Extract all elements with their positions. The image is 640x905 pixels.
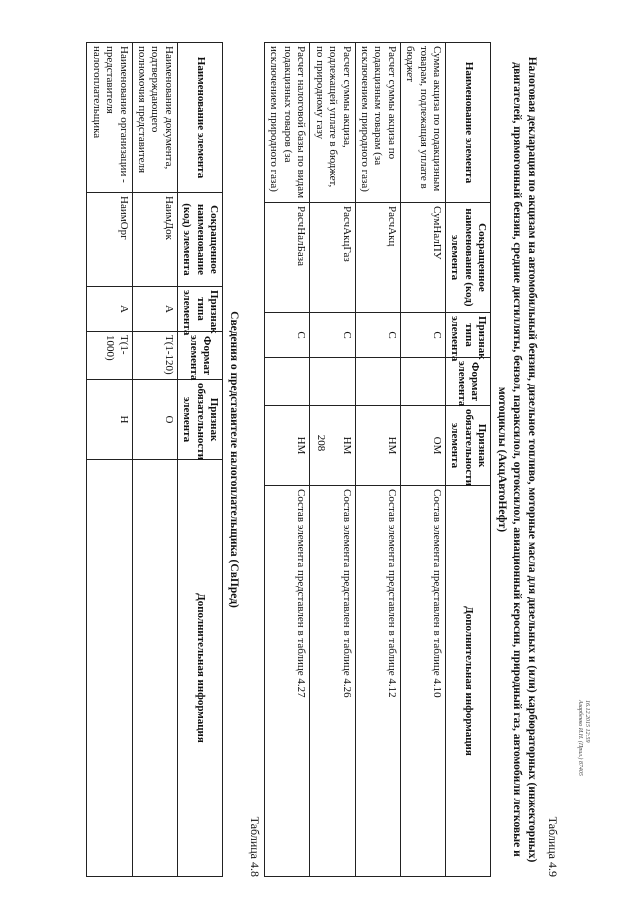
cell-name: Расчет суммы акциза по подакцизным товарам (за исключением природного газа) (355, 43, 400, 203)
cell-format (310, 358, 355, 406)
cell-code: НаимОрг (87, 193, 132, 287)
cell-format (265, 358, 310, 406)
table-row (355, 43, 400, 877)
cell-required: НМ (310, 406, 355, 486)
cell-required: НМ (265, 406, 310, 486)
cell-type: С (400, 313, 445, 358)
table-label: Таблица 4.9 (546, 816, 560, 877)
cell-info (132, 460, 177, 877)
cell-type: С (310, 313, 355, 358)
cell-name: Наименование документа, подтверждающего полномочия представителя (132, 43, 177, 193)
signature-line: Азарбенко И.Н. (Прил.) 87405 (576, 700, 583, 776)
cell-info: Состав элемента представлен в таблице 4.27 (265, 486, 310, 877)
cell-format (400, 358, 445, 406)
cell-format: T(1-120) (132, 332, 177, 380)
cell-code: РасчАкц (355, 203, 400, 313)
page-number: 208 (315, 434, 327, 452)
cell-info: Состав элемента представлен в таблице 4.10 (400, 486, 445, 877)
cell-required: О (132, 380, 177, 460)
header-cell: Формат элемента (445, 358, 490, 406)
cell-type: А (87, 287, 132, 332)
cell-code: НаимДок (132, 193, 177, 287)
cell-name: Наименование организации - представителя налогоплательщика (87, 43, 132, 193)
cell-name: Сумма акциза по подакцизным товарам, подлежащая уплате в бюджет (400, 43, 445, 203)
signature-stamp (576, 700, 590, 776)
cell-type: С (265, 313, 310, 358)
table-title: Налоговая декларация по акцизам на автомобильный бензин, дизельное топливо, моторные масла для дизельных и (или) карбюраторных (инжекторных) двигателей, прямогонный бензин, средние дистилляты, бензол, параксилол, ортоксилол, авиационный керосин, природный газ, автомобили легковые и мотоциклы (АкцАвтоНефт) (496, 56, 538, 863)
table-row (132, 43, 177, 877)
cell-format (355, 358, 400, 406)
cell-code: СумНалПУ (400, 203, 445, 313)
cell-required: Н (87, 380, 132, 460)
cell-format: T(1-1000) (87, 332, 132, 380)
signature-line: 16.12.2015 12:59 (584, 700, 590, 743)
cell-code: РасчАкцГаз (310, 203, 355, 313)
header-cell: Дополнительная информация (177, 460, 222, 877)
table-title: Сведения о представителе налогоплательщика (СвПред) (228, 311, 240, 608)
cell-type: С (355, 313, 400, 358)
table-row (400, 43, 445, 877)
table-row (310, 43, 355, 877)
cell-info (87, 460, 132, 877)
table-row (265, 43, 310, 877)
cell-info: Состав элемента представлен в таблице 4.26 (310, 486, 355, 877)
header-cell: Формат элемента (177, 332, 222, 380)
table-4-8 (86, 42, 223, 877)
table-4-9 (264, 42, 491, 877)
header-cell: Дополнительная информация (445, 486, 490, 877)
table-label: Таблица 4.8 (248, 816, 262, 877)
header-cell: Наименование элемента (445, 43, 490, 203)
cell-required: ОМ (400, 406, 445, 486)
header-cell: Наименование элемента (177, 43, 222, 193)
header-cell: Сокращенное наименование (код) элемента (177, 193, 222, 287)
table-header-row (445, 43, 490, 877)
header-cell: Сокращенное наименование (код) элемента (445, 203, 490, 313)
table-4-9-block (264, 42, 560, 877)
table-row (87, 43, 132, 877)
table-4-8-block (86, 42, 262, 877)
header-cell: Признак обязательности элемента (445, 406, 490, 486)
cell-name: Расчет налоговой базы по видам подакцизных товаров (за исключением природного газа) (265, 43, 310, 203)
cell-info: Состав элемента представлен в таблице 4.12 (355, 486, 400, 877)
table-header-row (177, 43, 222, 877)
header-cell: Признак типа элемента (445, 313, 490, 358)
header-cell: Признак обязательности элемента (177, 380, 222, 460)
cell-type: А (132, 287, 177, 332)
cell-name: Расчет суммы акциза, подлежащей уплате в бюджет, по природному газу (310, 43, 355, 203)
cell-code: РасчНалБаза (265, 203, 310, 313)
header-cell: Признак типа элемента (177, 287, 222, 332)
cell-required: НМ (355, 406, 400, 486)
